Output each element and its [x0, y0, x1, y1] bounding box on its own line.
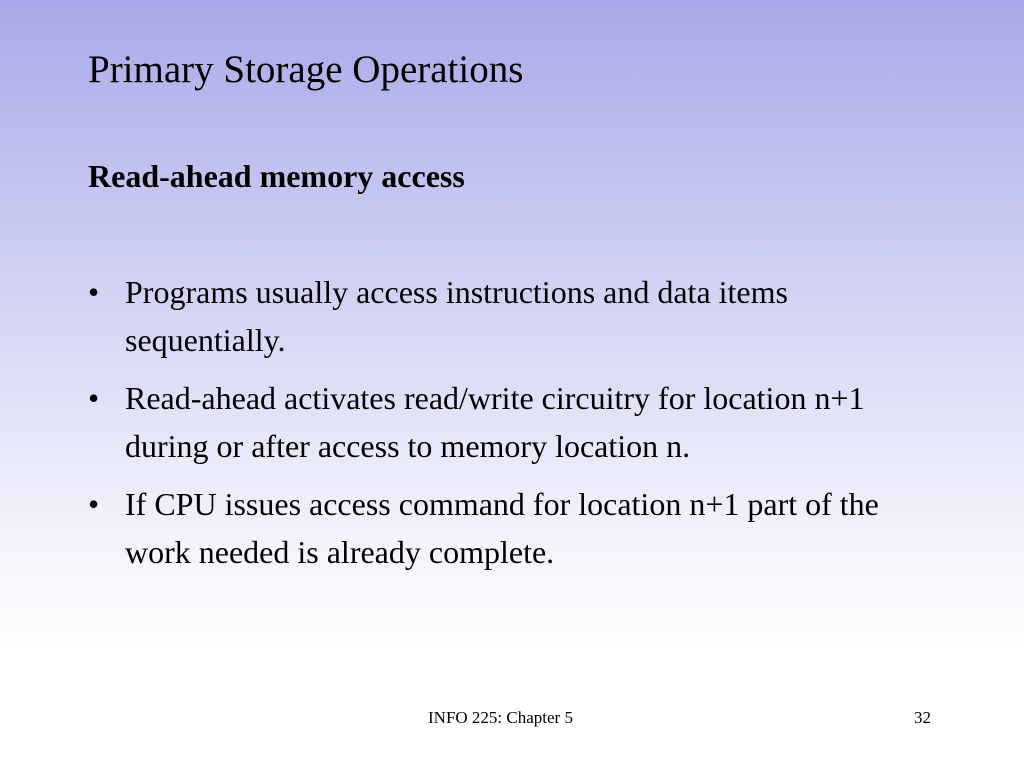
bullet-icon: • — [88, 486, 100, 522]
bullet-item — [88, 480, 908, 576]
bullet-icon: • — [88, 380, 100, 416]
slide-title: Primary Storage Operations — [88, 48, 524, 91]
footer-course-label: INFO 225: Chapter 5 — [428, 708, 573, 727]
slide-subtitle: Read-ahead memory access — [88, 158, 465, 194]
bullet-text: If CPU issues access command for location n+1 part of the work needed is already complete. — [125, 486, 879, 570]
bullet-item — [88, 268, 908, 364]
bullet-text: Programs usually access instructions and data items sequentially. — [125, 274, 788, 358]
bullet-list — [88, 268, 908, 586]
bullet-icon: • — [88, 274, 100, 310]
bullet-item — [88, 374, 908, 470]
slide-page-number: 32 — [914, 708, 931, 727]
bullet-text: Read-ahead activates read/write circuitry for location n+1 during or after access to memory location n. — [125, 380, 865, 464]
